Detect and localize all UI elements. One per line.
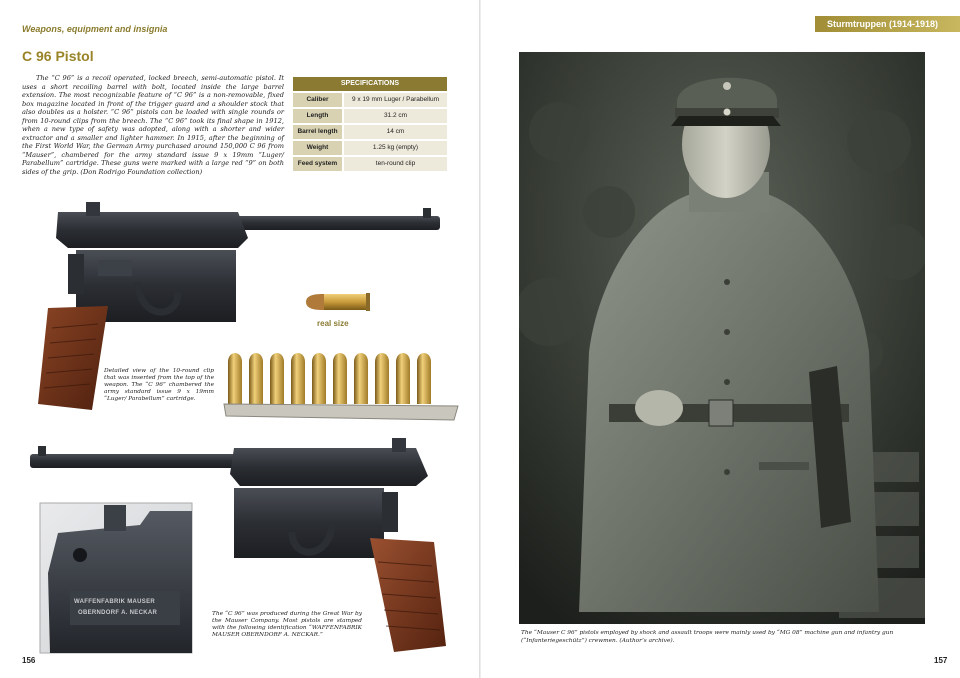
spec-value: ten-round clip (344, 157, 447, 171)
spec-value: 14 cm (344, 125, 447, 139)
single-cartridge-photo (304, 292, 372, 312)
spec-value: 9 x 19 mm Luger / Parabellum (344, 93, 447, 107)
stamp-line-2: OBERNDORF A. NECKAR (78, 610, 158, 616)
markings-caption: The “C 96” was produced during the Great War by the Mauser Company. Most pistols are stamped with the following identification “WAFFENFABRIK MAUSER OBERNDORF A. NECKAR.” (212, 611, 362, 638)
body-text: The “C 96” is a recoil operated, locked breech, semi-automatic pistol. It uses a short recoiling barrel with bolt, located inside the large barrel extension. The most recognizable feature of “C 96” is a non-removable, fixed box magazine located in front of the trigger guard and a shoulder stock that also doubles as a holster. “C 96” pistols can be loaded with single rounds or from 10-round clips from the breech. The “C 96” took its final shape in 1912, when a new type of safety was adopted, along with a shorter and wider extractor and a smaller and lighter hammer. In 1915, after the beginning of the First World War, the German Army purchased around 150,000 C 96 from “Mauser”, chambered for the army standard issue 9 x 19mm “Luger/ Parabellum” cartridge. These guns were marked with a large red “9” on both sides of the grip. (Don Rodrigo Foundation collection) (22, 74, 284, 176)
page-number-right: 157 (934, 656, 948, 665)
article-title: C 96 Pistol (22, 48, 94, 64)
left-page (0, 0, 479, 678)
spec-row-weight (293, 141, 447, 155)
section-header: Sturmtruppen (1914-1918) (815, 16, 960, 32)
photo-caption: The “Mauser C 96” pistols employed by shock and assault troops were mainly used by “MG 08” machine gun and infantry gun (“Infanteriegeschütz”) crewmen. (Author’s archive). (521, 630, 894, 644)
spec-label: Barrel length (293, 125, 342, 139)
spec-row-length (293, 109, 447, 123)
spec-label: Length (293, 109, 342, 123)
spec-label: Weight (293, 141, 342, 155)
running-head: Weapons, equipment and insignia (22, 24, 168, 34)
spec-label: Caliber (293, 93, 342, 107)
soldier-portrait-photo (519, 52, 925, 624)
spec-row-caliber (293, 93, 447, 107)
spec-row-feed-system (293, 157, 447, 171)
stamp-line-1: WAFFENFABRIK MAUSER (74, 599, 156, 605)
real-size-label: real size (317, 319, 349, 328)
ten-round-clip-photo (222, 344, 462, 424)
markings-closeup-photo (40, 503, 192, 653)
specifications-header: SPECIFICATIONS (293, 77, 447, 91)
page-number-left: 156 (22, 656, 36, 665)
spec-label: Feed system (293, 157, 342, 171)
spec-value: 1.25 kg (empty) (344, 141, 447, 155)
spec-value: 31.2 cm (344, 109, 447, 123)
spec-row-barrel-length (293, 125, 447, 139)
clip-caption: Detailed view of the 10-round clip that was inserted from the top of the weapon. The “C 96” chambered the army standard issue 9 x 19mm “Luger/ Parabellum” cartridge. (104, 368, 214, 402)
specifications-table (293, 77, 447, 171)
